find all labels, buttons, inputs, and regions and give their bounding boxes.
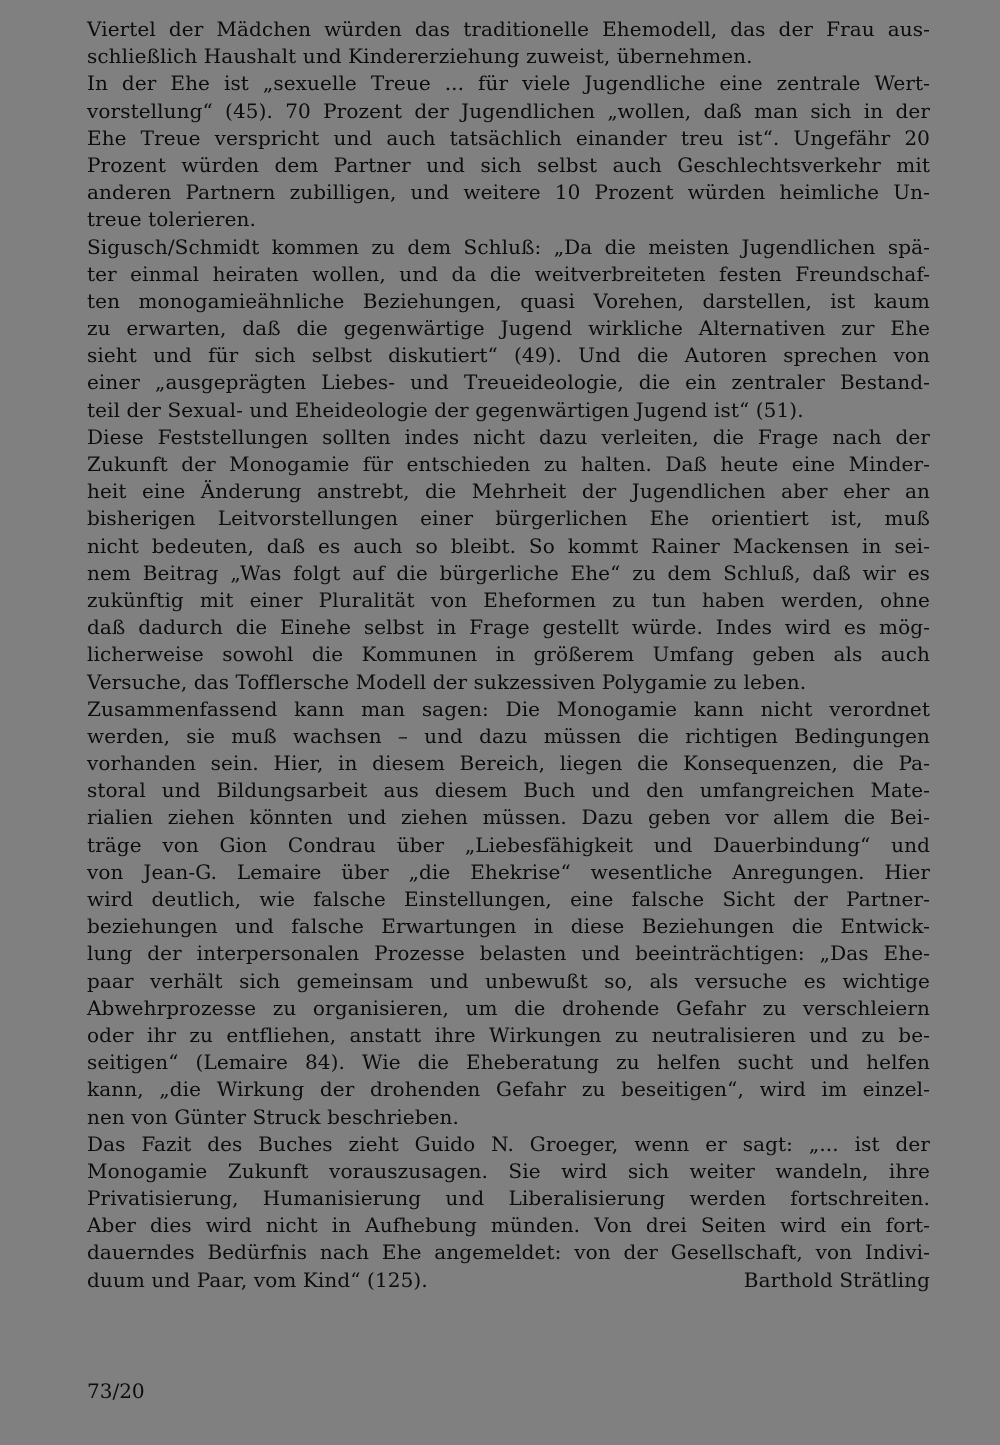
text-line: bisherigen Leitvorstellungen einer bürgerlichen Ehe orientiert ist, muß bbox=[87, 506, 930, 531]
text-line: licherweise sowohl die Kommunen in größerem Umfang geben als auch bbox=[87, 642, 930, 667]
text-line: Prozent würden dem Partner und sich selbst auch Geschlechtsverkehr mit bbox=[87, 152, 930, 177]
text-line: sieht und für sich selbst diskutiert“ (49). Und die Autoren sprechen von bbox=[87, 343, 930, 368]
text-line: In der Ehe ist „sexuelle Treue ... für viele Jugendliche eine zentrale Wert- bbox=[87, 71, 930, 96]
text-line: beziehungen und falsche Erwartungen in diese Beziehungen die Entwick- bbox=[87, 914, 930, 939]
author-signature: Barthold Strätling bbox=[743, 1267, 930, 1292]
text-line: schließlich Haushalt und Kindererziehung zuweist, übernehmen. bbox=[87, 44, 753, 69]
text-line: Privatisierung, Humanisierung und Liberalisierung werden fortschreiten. bbox=[87, 1186, 930, 1211]
text-line: nicht bedeuten, daß es auch so bleibt. So kommt Rainer Mackensen in sei- bbox=[87, 533, 930, 558]
text-line: treue tolerieren. bbox=[87, 207, 256, 232]
text-line: nen von Günter Struck beschrieben. bbox=[87, 1104, 459, 1129]
text-line: werden, sie muß wachsen – und dazu müssen die richtigen Bedingungen bbox=[87, 723, 930, 748]
text-line: wird deutlich, wie falsche Einstellungen, eine falsche Sicht der Partner- bbox=[87, 887, 930, 911]
text-line: ter einmal heiraten wollen, und da die weitverbreiteten festen Freundschaf- bbox=[87, 261, 930, 286]
text-line: vorhanden sein. Hier, in diesem Bereich, liegen die Konsequenzen, die Pa- bbox=[87, 751, 930, 776]
text-line: ten monogamieähnliche Beziehungen, quasi Vorehen, darstellen, ist kaum bbox=[87, 288, 930, 313]
text-line: duum und Paar, vom Kind“ (125). bbox=[87, 1267, 428, 1292]
text-line: seitigen“ (Lemaire 84). Wie die Eheberatung zu helfen sucht und helfen bbox=[87, 1050, 930, 1075]
text-line: zu erwarten, daß die gegenwärtige Jugend wirkliche Alternativen zur Ehe bbox=[87, 316, 930, 341]
text-line: einer „ausgeprägten Liebes- und Treueideologie, die ein zentraler Bestand- bbox=[87, 370, 930, 395]
text-line: Viertel der Mädchen würden das traditionelle Ehemodell, das der Frau aus- bbox=[87, 17, 930, 41]
text-line: heit eine Änderung anstrebt, die Mehrheit der Jugendlichen aber eher an bbox=[87, 479, 930, 504]
text-line: kann, „die Wirkung der drohenden Gefahr zu beseitigen“, wird im einzel- bbox=[87, 1077, 930, 1102]
text-line: vorstellung“ (45). 70 Prozent der Jugendlichen „wollen, daß man sich in der bbox=[87, 98, 930, 123]
text-line: Versuche, das Tofflersche Modell der sukzessiven Polygamie zu leben. bbox=[87, 669, 807, 694]
page-number: 73/20 bbox=[87, 1379, 145, 1403]
text-line: Monogamie Zukunft vorauszusagen. Sie wird sich weiter wandeln, ihre bbox=[87, 1158, 930, 1183]
text-line: Ehe Treue verspricht und auch tatsächlich einander treu ist“. Ungefähr 20 bbox=[87, 125, 930, 150]
text-line: nem Beitrag „Was folgt auf die bürgerliche Ehe“ zu dem Schluß, daß wir es bbox=[87, 560, 930, 585]
text-line: anderen Partnern zubilligen, und weitere 10 Prozent würden heimliche Un- bbox=[87, 180, 930, 205]
text-line: teil der Sexual- und Eheideologie der gegenwärtigen Jugend ist“ (51). bbox=[87, 397, 804, 422]
text-line: von Jean-G. Lemaire über „die Ehekrise“ wesentliche Anregungen. Hier bbox=[87, 859, 930, 884]
text-line: Sigusch/Schmidt kommen zu dem Schluß: „Da die meisten Jugendlichen spä- bbox=[87, 234, 930, 259]
text-line: Zusammenfassend kann man sagen: Die Monogamie kann nicht verordnet bbox=[87, 696, 930, 721]
text-line: storal und Bildungsarbeit aus diesem Buch und den umfangreichen Mate- bbox=[87, 778, 930, 803]
text-line: oder ihr zu entfliehen, anstatt ihre Wirkungen zu neutralisieren und zu be- bbox=[87, 1022, 930, 1047]
text-line: lung der interpersonalen Prozesse belasten und beeinträchtigen: „Das Ehe- bbox=[87, 941, 930, 966]
text-line: rialien ziehen könnten und ziehen müssen. Dazu geben vor allem die Bei- bbox=[87, 805, 930, 830]
text-line: träge von Gion Condrau über „Liebesfähigkeit und Dauerbindung“ und bbox=[87, 832, 930, 857]
text-line: zukünftig mit einer Pluralität von Eheformen zu tun haben werden, ohne bbox=[87, 587, 930, 612]
closing-line bbox=[87, 1267, 930, 1294]
text-line: Zukunft der Monogamie für entschieden zu halten. Daß heute eine Minder- bbox=[87, 452, 930, 476]
text-line: Diese Feststellungen sollten indes nicht dazu verleiten, die Frage nach der bbox=[87, 424, 930, 449]
article-body bbox=[87, 16, 930, 1294]
text-line: Aber dies wird nicht in Aufhebung münden. Von drei Seiten wird ein fort- bbox=[87, 1213, 930, 1238]
text-line: daß dadurch die Einehe selbst in Frage gestellt würde. Indes wird es mög- bbox=[87, 615, 930, 640]
text-line: dauerndes Bedürfnis nach Ehe angemeldet: von der Gesellschaft, von Indivi- bbox=[87, 1240, 930, 1265]
text-line: paar verhält sich gemeinsam und unbewußt so, als versuche es wichtige bbox=[87, 968, 930, 993]
text-line: Das Fazit des Buches zieht Guido N. Groeger, wenn er sagt: „... ist der bbox=[87, 1131, 930, 1156]
text-line: Abwehrprozesse zu organisieren, um die drohende Gefahr zu verschleiern bbox=[87, 995, 930, 1020]
